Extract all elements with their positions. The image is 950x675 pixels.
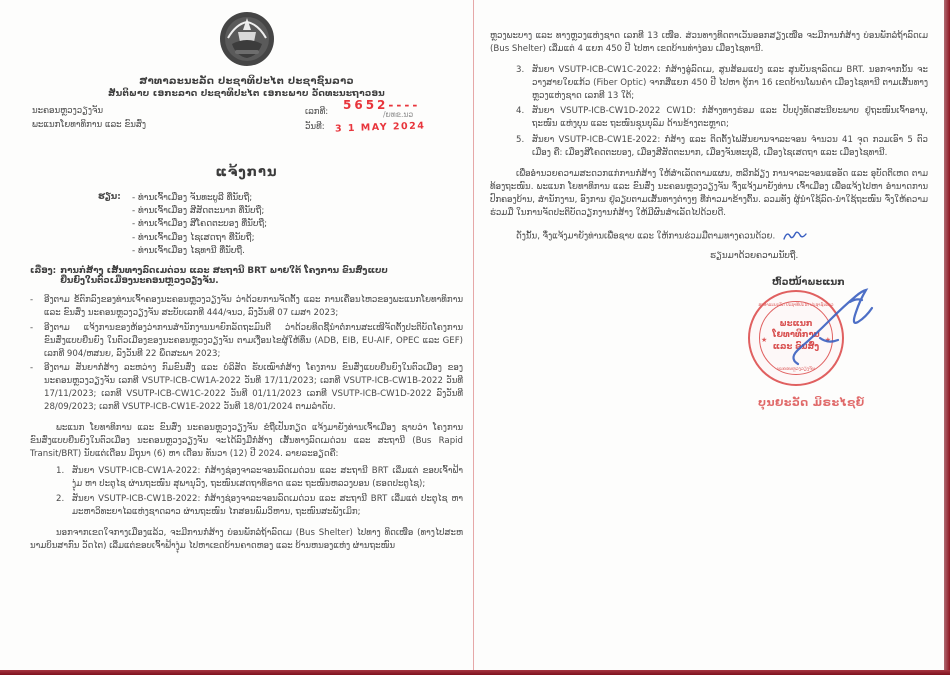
org-city: ນະຄອນຫຼວງວຽງຈັນ (32, 106, 104, 116)
reference-bullet: ອີງຕາມ ສັນຍາກໍ່ສ້າງ ລະຫວ່າງ ກົມຂົນສົ່ງ ແລະ ບໍລິສັດ ຮັບເໝົາກໍ່ສ້າງ ໂຄງການ ຂົນສົ່ງແບບຍືນຍົງໃນຕົວເມືອງ ຂອງນະຄອນຫຼວງວຽງຈັນ ເລກທີ VSUTP-ICB-CW1A-2022 ວັນທີ 17/11/2023; ເລກທີ VSUTP-ICB-CW1B-2022 ວັນທີ 17/11/2023; ເລກທີ VSUTP-ICB-CW1C-2022 ວັນທີ 01/11/2023 ເລກທີ VSUTP-ICB-CW1D-2022 ລົງວັນທີ 28/09/2023; ເລກທີ VSUTP-ICB-CW1E-2022 ວັນທີ 18/01/2024 ຕາມລຳດັບ. (44, 363, 463, 413)
emblem-wrap (30, 10, 463, 72)
intro-paragraph: ພະແນກ ໂຍທາທິການ ແລະ ຂົນສົ່ງ ນະຄອນຫຼວງວຽງຈັນ ຂໍຖືເປັນກຽດ ແຈ້ງມາຍັງທ່ານເຈົ້າເມືອງ ຊາບວ່າ ໂຄງການ ຂົນສົ່ງແບບຍືນຍົງໃນຕົວເມືອງ ນະຄອນຫຼວງວຽງຈັນ ຈະໄດ້ລົງມືກໍ່ສ້າງ ເສັ້ນທາງລົດເມດ່ວນ ແລະ ສະຖານີ (Bus Rapid Transit/BRT) ນັບແຕ່ເດືອນ ມິຖຸນາ (6) ຫາ ເດືອນ ທັນວາ (12) ປີ 2024. ລາຍລະອຽດຄື: (30, 422, 463, 459)
ref-block (305, 98, 455, 137)
contract-items-right (490, 64, 928, 160)
item-number: 1. (56, 465, 65, 476)
signer-title: ຫົວໜ້າພະແນກ (772, 276, 845, 288)
continuation-paragraph: ຫຼວງພະບາງ ແລະ ທາງຫຼວງແຫ່ງຊາດ ເລກທີ 13 ເໜືອ. ສ່ວນທາງທິດຕາເວັນອອກສຽງເໜືອ ຈະມີການກໍ່ສ້າງ ບ່ອນພັກລໍຖ້າລົດເມ (Bus Shelter) ເລີ່ມແຕ່ 4 ແຍກ 450 ປີ ໄປຫາ ເຂດບ້ານທ່າງ່ອນ ເມືອງໄຊທານີ. (490, 31, 928, 54)
final-line-wrap (490, 230, 928, 243)
page-left (0, 0, 473, 670)
contract-item: ສັນຍາ VSUTP-ICB-CW1E-2022: ກໍ່ສ້າງ ແລະ ຕິດຕັ້ງໄຟສັນຍານຈາລະຈອນ ຈຳນວນ 41 ຈຸດ ກວມເອົາ 5 ຕົວເມືອງ ຄື: ເມືອງສີໂຄດຕະບອງ, ເມືອງສີສັດຕະນາກ, ເມືອງຈັນທະບູລີ, ເມືອງໄຊເສດຖາ ແລະ ເມືອງໄຊທານີ. (532, 135, 928, 159)
cooperation-paragraph: ເພື່ອອຳນວຍຄວາມສະດວກແກ່ການກໍ່ສ້າງ ໃຫ້ສຳເລັດຕາມແຜນ, ຫລີກລ້ຽງ ການຈາລະຈອນແອອັດ ແລະ ອຸບັດຕິເຫດ ຕາມທ້ອງຖະໜົນ. ພະແນກ ໂຍທາທິການ ແລະ ຂົນສົ່ງ ນະຄອນຫຼວງວຽງຈັນ ຈຶ່ງແຈ້ງມາຍັງທ່ານ ເຈົ້າເມືອງ ເພື່ອແຈ້ງໄປຫາ ອຳນາດການປົກຄອງບ້ານ, ສຳນັກງານ, ອົງການ ຢູ່ລຽບຕາມເສັ້ນທາງຕ່າງໆ ທີ່ກ່າວມາຂ້າງຕົ້ນ. ລວມທັງ ຜູ້ນຳໃຊ້ລົດ-ນຳໃຊ້ຖະໜົນ ຈົ່ງໃຫ້ຄວາມຮ່ວມມື ໃນການຈັດປະຕິບັດວຽກງານກໍ່ສ້າງ ໃຫ້ມີຜົນສຳເລັດໄປດ້ວຍດີ. (490, 169, 928, 218)
reference-bullet: ອີງຕາມ ແຈ້ງການຂອງຫ້ອງວ່າການສຳນັກງານນາຍົກລັດຖະມົນຕີ ວ່າດ້ວຍທິດຊີ້ນຳຕໍ່ການສະເໜີຈັດຕັ້ງປະຕິບັດໂຄງການ ຂົນສົ່ງແບບຍືນຍົງ ໃນຕົວເມືອງຂອງນະຄອນຫຼວງວຽງຈັນ ຕາມເງື່ອນໄຂຜູ້ໃຫ້ທຶນ (ADB, EIB, EU-AIF, OPEC ແລະ GEF) ເລກທີ 904/ຫສນຍ, ລົງວັນທີ 22 ພຶດສະພາ 2023; (44, 322, 463, 359)
country-motto-line1: ສາທາລະນະລັດ ປະຊາທິປະໄຕ ປະຊາຊົນລາວ (139, 76, 354, 87)
contract-item: ສັນຍາ VSUTP-ICB-CW1C-2022: ກໍ່ສ້າງອູ່ລົດເມ, ສູນສ້ອມແປງ ແລະ ສູນບັນຊາລົດເມ BRT. ນອກຈາກນັ້ນ ຈະວາງສາຍໃຍແກ້ວ (Fiber Optic) ຈາກສີ່ແຍກ 450 ປີ ໄປຫາ ຕູ້ກາ 16 ເຂດບ້ານໂພນຄໍາ ເມືອງໄຊທານີ ຕາມເສັ້ນທາງຫຼວງແຫ່ງຊາດ ເລກທີ 13 ໃຕ້; (532, 64, 928, 101)
scan-edge-right (944, 0, 950, 675)
stamp-arc-bottom-text: ນະຄອນຫຼວງວຽງຈັນ (777, 366, 815, 372)
recipient-line: - ທ່ານເຈົ້າເມືອງ ໄຊເສດຖາ ທີ່ນັບຖື; (132, 232, 255, 243)
country-motto-line2: ສັນຕິພາບ ເອກະລາດ ປະຊາທິປະໄຕ ເອກະພາບ ວັດທະນະຖາວອນ (108, 89, 385, 99)
document-title: ແຈ້ງການ (215, 165, 278, 180)
org-department: ພະແນກໂຍທາທິການ ແລະ ຂົນສົ່ງ (32, 119, 147, 130)
ref-suffix: /ຍທຂ.ນວ (383, 110, 414, 119)
left-last-paragraph: ນອກຈາກເຂດໃຈກາງເມືອງແລ້ວ, ຈະມີການກໍ່ສ້າງ ບ່ອນພັກລໍຖ້າລົດເມ (Bus Shelter) ໄປທາງ ທິດເໜືອ (ທາງໄປສະຫນາມບິນສາກົນ ວັດໄຕ) ເລີ່ມແຕ່ຂອບເຈົ້າຟ້າງຸ່ມ ໄປຫາເຂດບ້ານຄາດຫອງ ແລະ ບ້ານຫນອງແຫ່ງ ຜ່ານຖະໜົນ (30, 528, 463, 552)
page-fold-divider (473, 0, 474, 670)
meta-row (30, 98, 463, 149)
subject-block (30, 266, 463, 286)
contract-item: ສັນຍາ VSUTP-ICB-CW1A-2022: ກໍ່ສ້າງຊ່ອງຈາລະຈອນລົດເມດ່ວນ ແລະ ສະຖານີ BRT ເລີ່ມແຕ່ ຂອບເຈົ້າຟ້າງຸ່ມ ຫາ ປະຕູໄຊ ຜ່ານຖະໜົນ ສຸພານຸວົງ, ຖະໜົນເສດຖາທິຣາດ ແລະ ຖະໜົນຫລວງບອນ (ຮອດປະຕູໄຊ); (72, 465, 463, 489)
reference-bullets: - ອີງຕາມ ຂໍ້ຕົກລົງຂອງທ່ານເຈົ້າຄອງນະຄອນຫຼວງວຽງຈັນ ວ່າດ້ວຍການຈັດຕັ້ງ ແລະ ການເຄື່ອນໄຫວຂອງພະແນກໂຍທາທິການ ແລະ ຂົນສົ່ງ ນະຄອນຫຼວງວຽງຈັນ ສະບັບເລກທີ 444/ຈນວ, ລົງວັນທີ 07 ເມສາ 2023; - ອີງຕາມ ແຈ້ງການຂອງຫ້ອງວ່າການສຳນັກງານນາຍົກລັດຖະມົນຕີ ວ່າດ້ວຍທິດຊີ້ນຳຕໍ່ການສະເໜີຈັດຕັ້ງປະຕິບັດໂຄງການ ຂົນສົ່ງແບບຍືນຍົງ ໃນຕົວເມືອງຂອງນະຄອນຫຼວງວຽງຈັນ ຕາມເງື່ອນໄຂຜູ້ໃຫ້ທຶນ (ADB, EIB, EU-AIF, OPEC ແລະ GEF) ເລກທີ 904/ຫສນຍ, ລົງວັນທີ 22 ພຶດສະພາ 2023; - ອີງຕາມ ສັນຍາກໍ່ສ້າງ ລະຫວ່າງ ກົມຂົນສົ່ງ ແລະ ບໍລິສັດ ຮັບເໝົາກໍ່ສ້າງ ໂຄງການ ຂົນສົ່ງແບບຍືນຍົງໃນຕົວເມືອງ ຂອງນະຄອນຫຼວງວຽງຈັນ ເລກທີ VSUTP-ICB-CW1A-2022 ວັນທີ 17/11/2023; ເລກທີ VSUTP-ICB-CW1B-2022 ວັນທີ 17/11/2023; ເລກທີ VSUTP-ICB-CW1C-2022 ວັນທີ 01/11/2023 ເລກທີ VSUTP-ICB-CW1D-2022 ລົງວັນທີ 28/09/2023; ເລກທີ VSUTP-ICB-CW1E-2022 ວັນທີ 18/01/2024 ຕາມລຳດັບ. (30, 294, 463, 413)
lao-national-emblem-icon (218, 10, 276, 68)
contract-items-left (30, 465, 463, 520)
to-label: ຮຽນ: (98, 192, 121, 202)
stamp-zone (490, 288, 928, 418)
reference-bullet: ອີງຕາມ ຂໍ້ຕົກລົງຂອງທ່ານເຈົ້າຄອງນະຄອນຫຼວງວຽງຈັນ ວ່າດ້ວຍການຈັດຕັ້ງ ແລະ ການເຄື່ອນໄຫວຂອງພະແນກໂຍທາທິການ ແລະ ຂົນສົ່ງ ນະຄອນຫຼວງວຽງຈັນ ສະບັບເລກທີ 444/ຈນວ, ລົງວັນທີ 07 ເມສາ 2023; (44, 294, 463, 318)
subject-text: ການກໍ່ສ້າງ ເສັ້ນທາງລົດເມດ່ວນ ແລະ ສະຖານີ BRT ພາຍໃຕ້ ໂຄງການ ຂົນສົ່ງແບບຍືນຍົງໃນຕົວເມືອງນະຄອນຫຼວງວຽງຈັນ. (60, 265, 388, 286)
respect-closing: ຮຽນມາດ້ວຍຄວາມນັບຖື. (710, 250, 799, 261)
recipient-line: - ທ່ານເຈົ້າເມືອງ ສີສັດຕະນາກ ທີ່ນັບຖື; (132, 206, 265, 217)
recipient-line: - ທ່ານເຈົ້າເມືອງ ສີໂຄດຕະບອງ ທີ່ນັບຖື; (132, 219, 268, 230)
date-label: ວັນທີ: (305, 122, 325, 132)
item-number: 4. (516, 106, 525, 117)
date-received-stamp: 3 1 MAY 2024 (334, 120, 426, 135)
stamp-core-text: ພະແນກ ໂຍທາທິການ ແລະ ຂົນສົ່ງ (772, 317, 820, 351)
scan-edge-bottom (0, 670, 950, 675)
signer-name: ບຸນຍະວັດ ມິຣະໄຊຍ໌ (758, 395, 865, 409)
stamp-star-icon: ★ (761, 335, 768, 344)
page-right (474, 0, 944, 670)
handwritten-initial-icon (782, 230, 808, 242)
stamp-arc-top-text: ສາທາລະນະລັດ ປະຊາທິປະໄຕ ປະຊາຊົນລາວ (758, 303, 834, 308)
item-number: 3. (516, 64, 525, 75)
org-block (32, 105, 146, 133)
contract-item: ສັນຍາ VSUTP-ICB-CW1B-2022: ກໍ່ສ້າງຊ່ອງຈາລະຈອນລົດເມດ່ວນ ແລະ ສະຖານີ BRT ເລີ່ມແຕ່ ປະຕູໄຊ ຫາ ມະຫາວິທະຍາໄລແຫ່ງຊາດລາວ ຜ່ານຖະໜົນ ໄກສອນພົມວິຫານ, ຖະໜົນສະພັງເມິກ; (72, 494, 463, 518)
stamp-star-icon: ★ (824, 335, 831, 344)
ref-label: ເລກທີ: (305, 107, 329, 117)
subject-label: ເລື່ອງ: (30, 265, 57, 276)
final-line: ດັ່ງນັ້ນ, ຈຶ່ງແຈ້ງມາຍັງທ່ານເພື່ອຊາບ ແລະ ໃຫ້ການຮ່ວມມືຕາມທາງຄວນດ້ວຍ. (516, 231, 776, 242)
recipients-block (98, 192, 463, 258)
item-number: 5. (516, 135, 525, 146)
recipient-line: - ທ່ານເຈົ້າເມືອງ ຈັນທະບູລີ ທີ່ນັບຖື; (132, 193, 253, 203)
recipient-line: - ທ່ານເຈົ້າເມືອງ ໄຊທານີ ທີ່ນັບຖື. (132, 245, 245, 256)
contract-item: ສັນຍາ VSUTP-ICB-CW1D-2022 CW1D: ກໍ່ສ້າງທາງຮ່ອມ ແລະ ປັບປຸງທັດສະນີຍະພາບ ຢູ່ຖະໜົນເຈົ້າອານຸ, ຖະໜົນ ແຫ່ງບຸນ ແລະ ຖະໜົນຊຸນບຸລົມ ດ້ານຂ້າງຕະຫຼາດ; (532, 106, 928, 130)
item-number: 2. (56, 494, 65, 505)
signature-ink-icon (780, 276, 890, 381)
ref-number-stamp: 5652---- (343, 98, 421, 112)
